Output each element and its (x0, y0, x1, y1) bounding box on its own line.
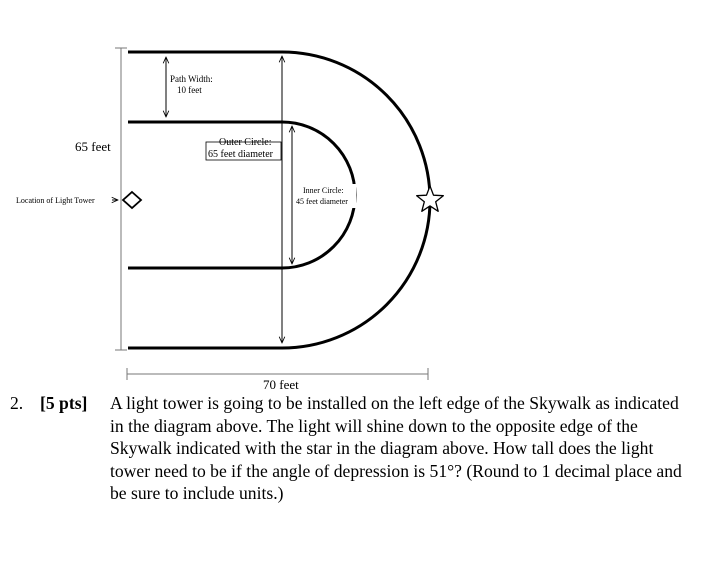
question-block (6, 392, 696, 505)
inner-circle-label-line1: Inner Circle: (303, 186, 344, 195)
light-tower-diamond-icon (123, 192, 141, 208)
path-width-label-line1: Path Width: (170, 74, 213, 84)
question-text: A light tower is going to be installed on the left edge of the Skywalk as indicated in the diagram above. The light will shine down to the opposite edge of the Skywalk indicated with the star in the diagram above. How tall does the light tower need to be if the angle of depression is 51°? (Round to 1 decimal place and be sure to include units.) (110, 393, 682, 504)
height-label: 65 feet (75, 139, 111, 154)
path-width-label-line2: 10 feet (177, 85, 202, 95)
width-label: 70 feet (263, 377, 299, 392)
light-tower-label: Location of Light Tower (16, 196, 95, 205)
outer-circle-label-line1: Outer Circle: (219, 137, 272, 148)
question-points: [5 pts] (40, 393, 88, 413)
inner-circle-label-line2: 45 feet diameter (296, 197, 348, 206)
question-number: 2. (10, 393, 24, 413)
outer-circle-label-line2: 65 feet diameter (208, 149, 273, 160)
